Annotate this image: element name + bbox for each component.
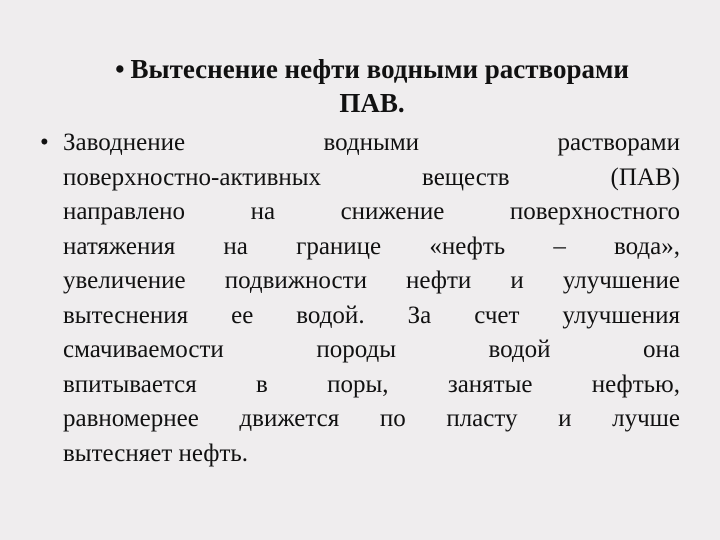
title-text-1: Вытеснение нефти водными растворами	[130, 54, 629, 84]
body-line-8: впитывается в поры, занятые нефтью,	[63, 370, 680, 398]
body-line-5: увеличение подвижности нефти и улучшение	[63, 267, 680, 294]
body-line-2: поверхностно-активных веществ (ПАВ)	[63, 163, 680, 191]
body-line-7: смачиваемости породы водой она	[63, 336, 680, 363]
title-bullet: •	[115, 54, 125, 84]
body-line-3: направлено на снижение поверхностного	[63, 198, 680, 225]
body-line-10: вытесняет нефть.	[63, 439, 249, 467]
slide-title	[62, 52, 682, 120]
body-line-6: вытеснения ее водой. За счет улучшения	[63, 301, 680, 329]
body-line-1: Заводнение водными растворами	[63, 129, 680, 156]
body-line-9: равномернее движется по пласту и лучше	[63, 405, 680, 432]
body-text-block	[40, 126, 680, 471]
title-line-2: ПАВ.	[339, 88, 405, 118]
body-bullet: •	[40, 129, 49, 156]
title-line-1	[62, 52, 682, 86]
body-line-4: натяжения на границе «нефть – вода»,	[63, 232, 680, 260]
body-paragraph	[63, 126, 680, 471]
